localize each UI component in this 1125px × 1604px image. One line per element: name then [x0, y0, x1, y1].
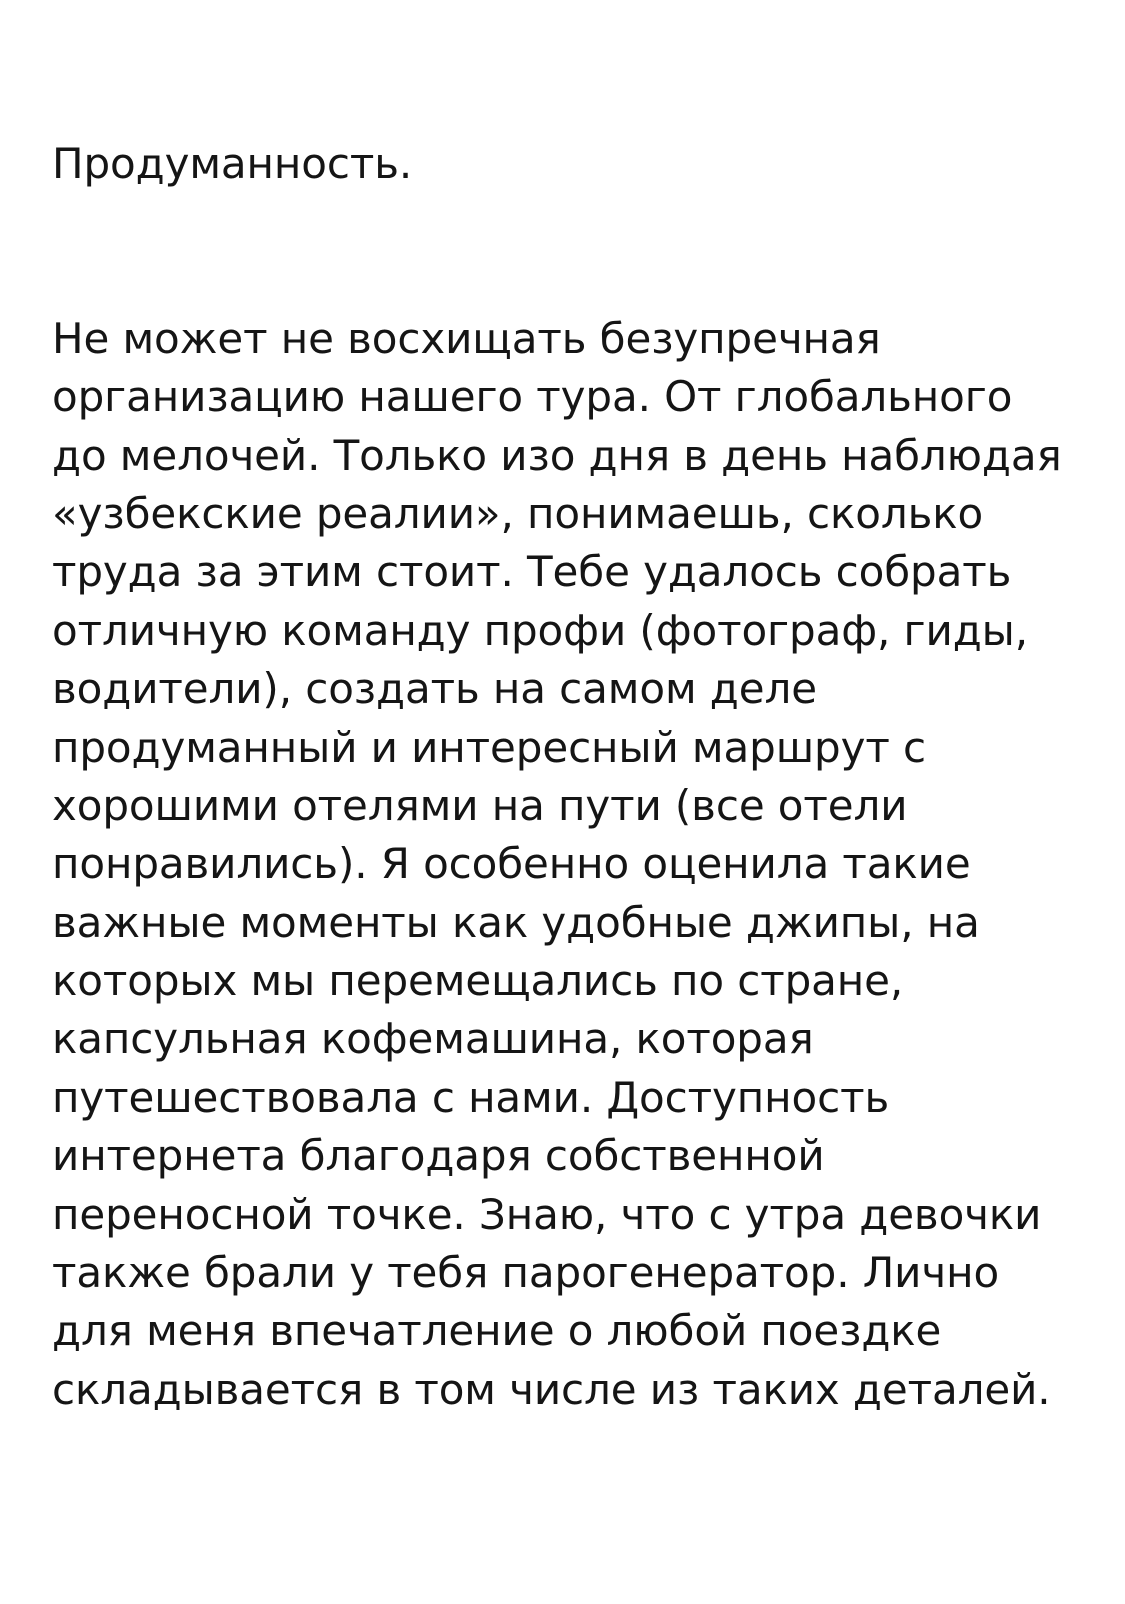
paragraph-body: Не может не восхищать безупречная организацию нашего тура. От глобального до мелочей. Только изо дня в день наблюдая «узбекские реалии», понимаешь, сколько труда за этим стоит. Тебе удалось собрать отличную команду профи (фотограф, гиды, водители), создать на самом деле продуманный и интересный маршрут с хорошими отелями на пути (все отели понравились). Я особенно оценила такие важные моменты как удобные джипы, на которых мы перемещались по стране, капсульная кофемашина, которая путешествовала с нами. Доступность интернета благодаря собственной переносной точке. Знаю, что с утра девочки также брали у тебя парогенератор. Лично для меня впечатление о любой поездке складывается в том числе из таких деталей.: [52, 313, 1075, 1414]
review-body: [52, 18, 1075, 1536]
paragraph-title: Продуманность.: [52, 138, 413, 188]
